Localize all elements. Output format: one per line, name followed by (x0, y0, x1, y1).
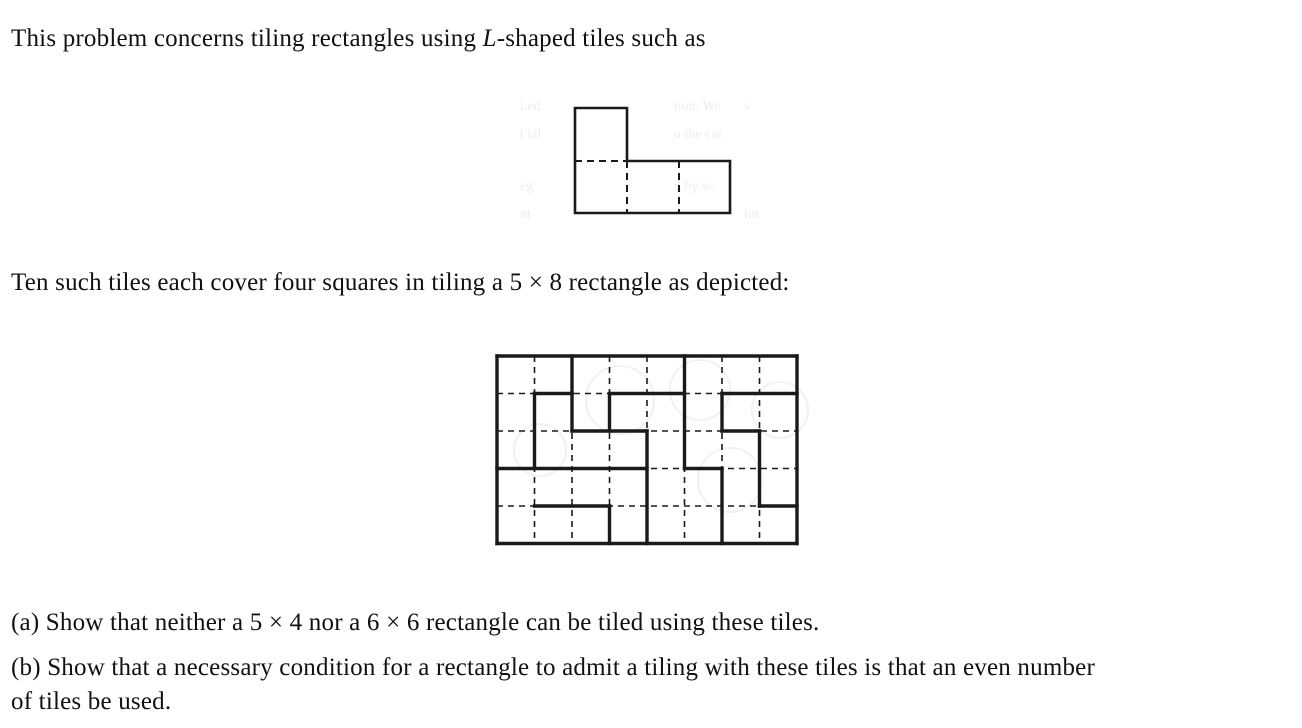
svg-text:nt: nt (520, 207, 531, 222)
grid-tile-boundaries (497, 356, 797, 544)
svg-text:d by sc: d by sc (674, 179, 714, 194)
ghost-curve-0 (586, 366, 654, 434)
svg-text:n the cur: n the cur (674, 127, 723, 142)
part-b-line-2: of tiles be used. (11, 688, 172, 715)
l-tile-outline (575, 108, 730, 213)
svg-text:lin: lin (744, 207, 759, 222)
l-tile-dashed-lines (575, 161, 679, 213)
svg-text:t ial: t ial (520, 127, 542, 142)
part-a: (a) Show that neither a 5 × 4 nor a 6 × 6 rectangle can be tiled using these tiles. (11, 609, 820, 636)
part-b-line-1: (b) Show that a necessary condition for a rectangle to admit a tiling with these tiles is that an even number (11, 654, 1095, 681)
intro-variable-l: L (482, 25, 497, 52)
grid-scan-ghost (514, 360, 808, 512)
intro-text-before: This problem concerns tiling rectangles using (11, 25, 483, 52)
svg-text:eg: eg (520, 179, 534, 194)
svg-text:i.ed: i.ed (520, 99, 541, 114)
tiling-sentence: Ten such tiles each cover four squares in tiling a 5 × 8 rectangle as depicted: (11, 269, 790, 296)
intro-text-after: -shaped tiles such as (496, 25, 706, 52)
intro-sentence (11, 22, 706, 56)
l-tile-figure (514, 86, 790, 226)
ghost-curve-4 (698, 448, 762, 512)
svg-text:s: s (744, 99, 750, 114)
svg-text:tion. We: tion. We (674, 99, 721, 114)
tiling-5x8-figure (480, 340, 820, 560)
